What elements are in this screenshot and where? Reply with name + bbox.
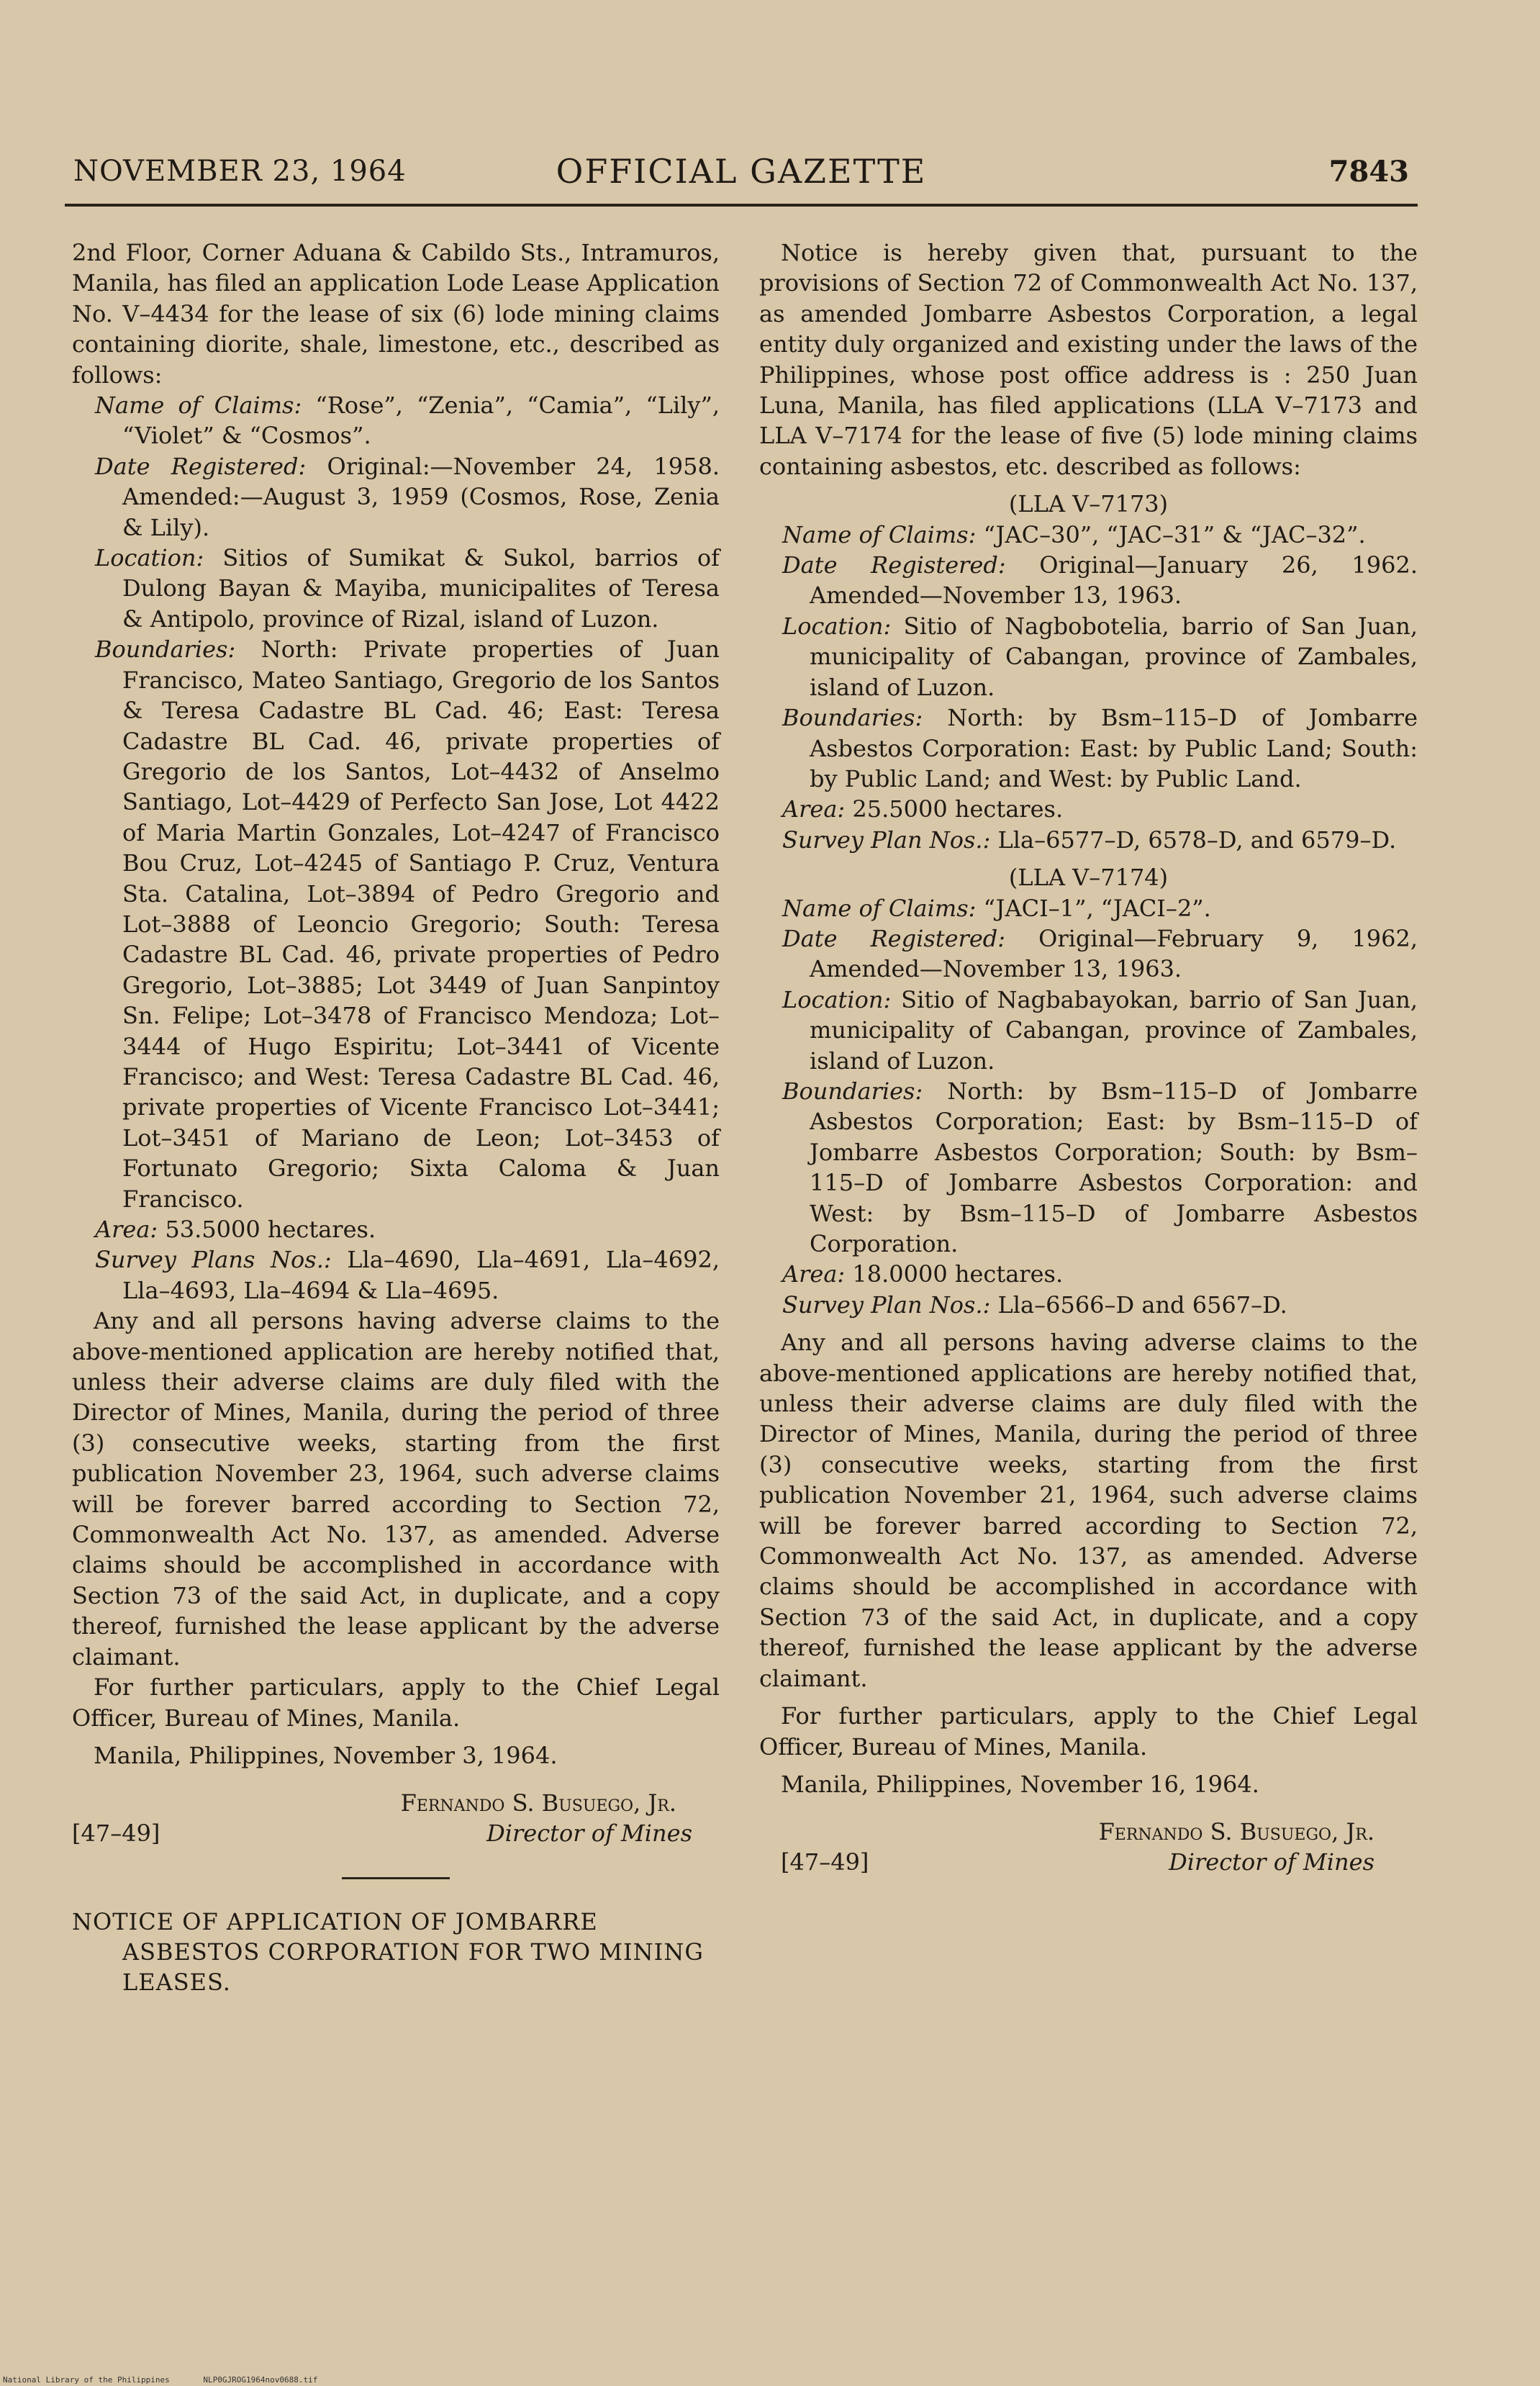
r1-date-registered: Date Registered: Original—January 26, 1962. Amended—November 13, 1963. — [782, 551, 1418, 610]
r1-location: Location: Sitio of Nagbobotelia, barrio of San Juan, municipality of Cabangan, province of Zambales, island of Luzon. — [782, 612, 1418, 701]
right-signer-title: Director of Mines — [1169, 1848, 1374, 1876]
left-adverse-claims: Any and all persons having adverse claims to the above-mentioned application are hereby notified that, unless their adverse claims are duly filed with the Director of Mines, Manila, during the period of three (3) consecutive weeks, starting from the first publication November 23, 1964, such adverse claims will be forever barred according to Section 72, Commonwealth Act No. 137, as amended. Adverse claims should be accomplished in accordance with Section 73 of the said Act, in duplicate, and a copy thereof, furnished the lease applicant by the adverse claimant. — [72, 1307, 720, 1671]
left-further-particulars: For further particulars, apply to the Chief Legal Officer, Bureau of Mines, Manila. — [72, 1673, 720, 1732]
r2-date-registered: Date Registered: Original—February 9, 1962, Amended—November 13, 1963. — [782, 924, 1418, 983]
right-intro: Notice is hereby given that, pursuant to the provisions of Section 72 of Commonwealth Act No. 137, as amended Jombarre Asbestos Corporation, a legal entity duly organized and existing under the laws of the Philippines, whose post office address is : 250 Juan Luna, Manila, has filed applications (LLA V–7173 and LLA V–7174 for the lease of five (5) lode mining claims containing asbestos, etc. described as follows: — [759, 239, 1418, 480]
footer-library: National Library of the Philippines — [3, 2375, 170, 2385]
page-number: 7843 — [1328, 155, 1409, 189]
r2-area: Area: 18.0000 hectares. — [782, 1260, 1064, 1288]
left-signer-name: Fernando S. Busuego, Jr. — [400, 1789, 676, 1817]
left-area: Area: 53.5000 hectares. — [95, 1216, 376, 1243]
publication-title: OFFICIAL GAZETTE — [556, 152, 927, 191]
left-issue-code: [47–49] — [72, 1820, 160, 1848]
left-boundaries: Boundaries: North: Private properties of Juan Francisco, Mateo Santiago, Gregorio de los Santos & Teresa Cadastre BL Cad. 46; East: Teresa Cadastre BL Cad. 46, private properties of Gregorio de los Santos, Lot–4432 of Anselmo Santiago, Lot–4429 of Perfecto San Jose, Lot 4422 of Maria Martin Gonzales, Lot–4247 of Francisco Bou Cruz, Lot–4245 of Santiago P. Cruz, Ventura Sta. Catalina, Lot–3894 of Pedro Gregorio and Lot–3888 of Leoncio Gregorio; South: Teresa Cadastre BL Cad. 46, private properties of Pedro Gregorio, Lot–3885; Lot 3449 of Juan Sanpintoy Sn. Felipe; Lot–3478 of Francisco Mendoza; Lot–3444 of Hugo Espiritu; Lot–3441 of Vicente Francisco; and West: Teresa Cadastre BL Cad. 46, private properties of Vicente Francisco Lot–3441; Lot–3451 of Mariano de Leon; Lot–3453 of Fortunato Gregorio; Sixta Caloma & Juan Francisco. — [95, 636, 720, 1213]
right-adverse-claims: Any and all persons having adverse claims to the above-mentioned applications are hereby notified that, unless their adverse claims are duly filed with the Director of Mines, Manila, during the period of three (3) consecutive weeks, starting from the first publication November 21, 1964, such adverse claims will be forever barred according to Section 72, Commonwealth Act No. 137, as amended. Adverse claims should be accomplished in accordance with Section 73 of the said Act, in duplicate, and a copy thereof, furnished the lease applicant by the adverse claimant. — [759, 1329, 1418, 1692]
r2-boundaries: Boundaries: North: by Bsm–115–D of Jombarre Asbestos Corporation; East: by Bsm–115–D of Jombarre Asbestos Corporation; South: by Bsm–115–D of Jombarre Asbestos Corporation: and West: by Bsm–115–D of Jombarre Asbestos Corporation. — [782, 1077, 1418, 1257]
r1-claim-names: Name of Claims: “JAC–30”, “JAC–31” & “JAC–32”. — [782, 520, 1366, 548]
left-date-registered: Date Registered: Original:—November 24, 1958. Amended:—August 3, 1959 (Cosmos, Rose, Zenia & Lily). — [95, 452, 720, 541]
left-intro: 2nd Floor, Corner Aduana & Cabildo Sts., Intramuros, Manila, has filed an application Lode Lease Application No. V–4434 for the lease of six (6) lode mining claims containing diorite, shale, limestone, etc., described as follows: — [72, 239, 720, 389]
header-rule — [65, 204, 1418, 207]
left-signature-block — [72, 1788, 720, 1818]
r2-survey-plans: Survey Plan Nos.: Lla–6566–D and 6567–D. — [782, 1291, 1287, 1319]
left-column — [72, 238, 720, 1997]
r2-claim-names: Name of Claims: “JACI–1”, “JACI–2”. — [782, 894, 1211, 922]
right-signature-block — [759, 1817, 1418, 1847]
r1-area: Area: 25.5000 hectares. — [782, 795, 1064, 823]
left-location: Location: Sitios of Sumikat & Sukol, barrios of Dulong Bayan & Mayiba, municipalites of Teresa & Antipolo, province of Rizal, island of Luzon. — [95, 544, 720, 633]
r1-survey-plans: Survey Plan Nos.: Lla–6577–D, 6578–D, and 6579–D. — [782, 826, 1397, 854]
section-heading-7174: (LLA V–7174) — [1008, 864, 1169, 892]
left-signature-title-line — [72, 1818, 720, 1848]
right-signature-title-line — [759, 1847, 1418, 1877]
footer-filename: NLP0GJROG1964nov0688.tif — [203, 2375, 318, 2385]
right-column — [759, 238, 1418, 1877]
issue-date: NOVEMBER 23, 1964 — [73, 155, 407, 188]
left-place-date: Manila, Philippines, November 3, 1964. — [94, 1741, 558, 1769]
scan-footer — [3, 2375, 346, 2385]
right-issue-code: [47–49] — [781, 1848, 869, 1876]
left-survey-plans: Survey Plans Nos.: Lla–4690, Lla–4691, Lla–4692, Lla–4693, Lla–4694 & Lla–4695. — [95, 1246, 720, 1304]
r2-location: Location: Sitio of Nagbabayokan, barrio of San Juan, municipality of Cabangan, province of Zambales, island of Luzon. — [782, 985, 1418, 1075]
right-place-date: Manila, Philippines, November 16, 1964. — [781, 1770, 1259, 1798]
left-claim-names: Name of Claims: “Rose”, “Zenia”, “Camia”, “Lily”, “Violet” & “Cosmos”. — [95, 392, 720, 450]
section-divider — [342, 1877, 450, 1879]
right-signer-name: Fernando S. Busuego, Jr. — [1098, 1818, 1374, 1846]
page-header — [65, 152, 1418, 198]
r1-boundaries: Boundaries: North: by Bsm–115–D of Jombarre Asbestos Corporation: East: by Public Land; South: by Public Land; and West: by Public Land. — [782, 704, 1418, 792]
right-further-particulars: For further particulars, apply to the Chief Legal Officer, Bureau of Mines, Manila. — [759, 1702, 1418, 1761]
left-signer-title: Director of Mines — [486, 1820, 692, 1848]
section-heading-7173: (LLA V–7173) — [1008, 490, 1169, 518]
notice-title: NOTICE OF APPLICATION OF JOMBARRE ASBESTOS CORPORATION FOR TWO MINING LEASES. — [72, 1908, 704, 1997]
